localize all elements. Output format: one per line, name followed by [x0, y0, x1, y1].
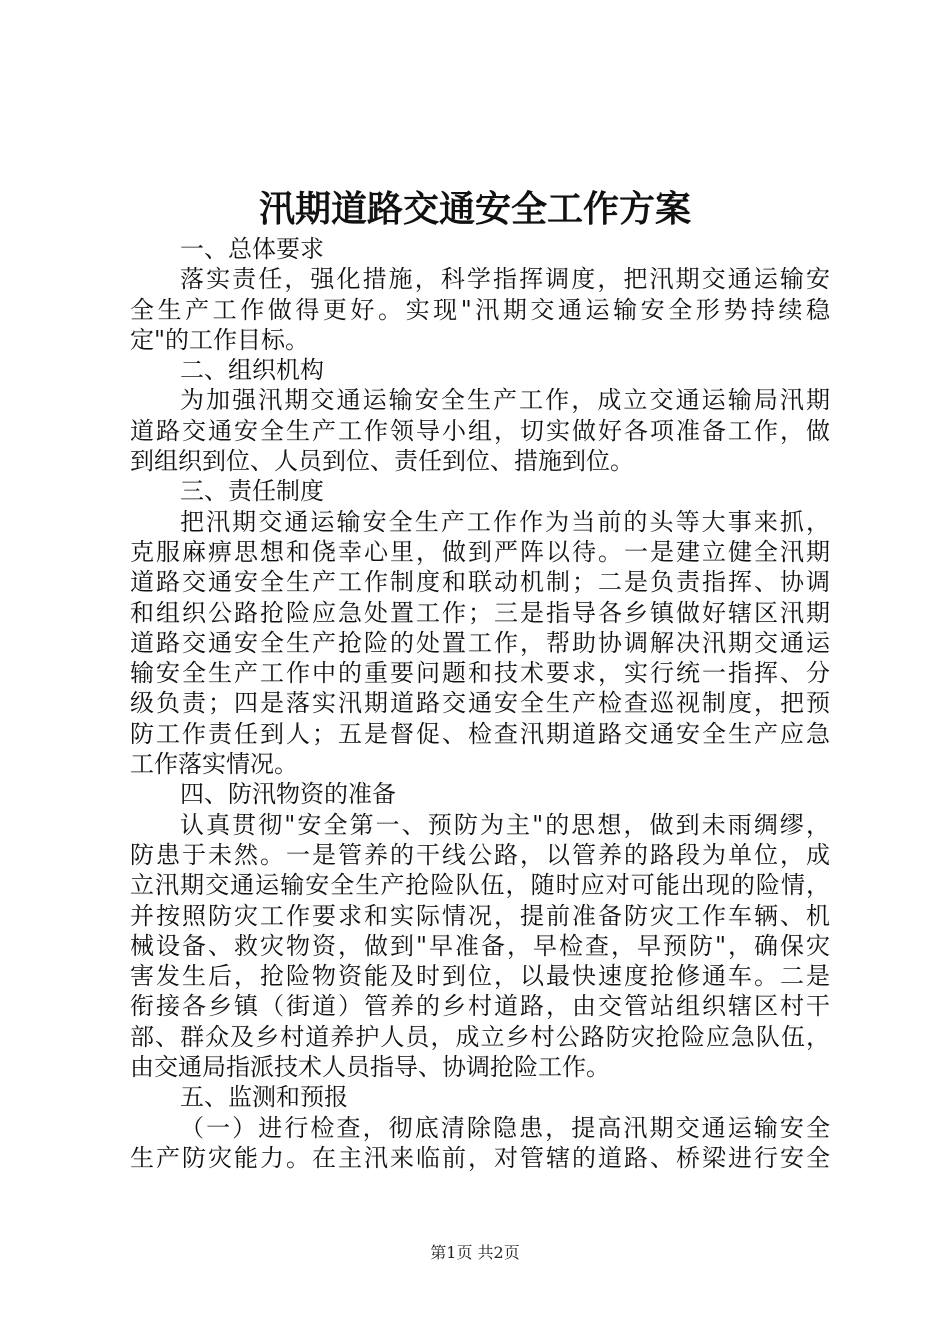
text-line: 防患于未然。一是管养的干线公路，以管养的路段为单位，成 — [130, 840, 830, 869]
text-line: 工作落实情况。 — [130, 750, 298, 779]
text-line: 二、组织机构 — [180, 356, 324, 385]
text-line: 把汛期交通运输安全生产工作作为当前的头等大事来抓， — [180, 507, 830, 536]
text-line: 道路交通安全生产工作领导小组，切实做好各项准备工作，做 — [130, 416, 830, 445]
text-line: 一、总体要求 — [180, 235, 324, 263]
text-line: 道路交通安全生产抢险的处置工作，帮助协调解决汛期交通运 — [130, 628, 830, 657]
text-line: 落实责任，强化措施，科学指挥调度，把汛期交通运输安 — [180, 265, 830, 294]
page-footer: 第1页 共2页 — [430, 1243, 520, 1262]
document-title: 汛期道路交通安全工作方案 — [258, 188, 691, 230]
text-line: 三、责任制度 — [180, 477, 324, 506]
text-line: 道路交通安全生产工作制度和联动机制；二是负责指挥、协调 — [130, 568, 830, 597]
text-line: 四、防汛物资的准备 — [180, 780, 396, 809]
text-line: 和组织公路抢险应急处置工作；三是指导各乡镇做好辖区汛期 — [130, 598, 830, 627]
text-line: 认真贯彻"安全第一、预防为主"的思想，做到未雨绸缪， — [180, 810, 830, 839]
text-line: 级负责；四是落实汛期道路交通安全生产检查巡视制度，把预 — [130, 689, 830, 718]
document-body — [130, 234, 830, 1173]
text-line: 部、群众及乡村道养护人员，成立乡村公路防灾抢险应急队伍， — [130, 1022, 830, 1051]
text-line: （一）进行检查，彻底清除隐患，提高汛期交通运输安全 — [180, 1113, 830, 1142]
text-line: 防工作责任到人；五是督促、检查汛期道路交通安全生产应急 — [130, 719, 830, 748]
text-line: 克服麻痹思想和侥幸心里，做到严阵以待。一是建立健全汛期 — [130, 537, 830, 566]
text-line: 并按照防灾工作要求和实际情况，提前准备防灾工作车辆、机 — [130, 901, 830, 930]
text-line: 由交通局指派技术人员指导、协调抢险工作。 — [130, 1053, 610, 1082]
text-line: 五、监测和预报 — [180, 1083, 348, 1112]
text-line: 定"的工作目标。 — [130, 325, 310, 354]
text-line: 害发生后，抢险物资能及时到位，以最快速度抢修通车。二是 — [130, 962, 830, 991]
text-line: 全生产工作做得更好。实现"汛期交通运输安全形势持续稳 — [130, 295, 830, 324]
text-line: 输安全生产工作中的重要问题和技术要求，实行统一指挥、分 — [130, 659, 830, 688]
text-line: 生产防灾能力。在主汛来临前，对管辖的道路、桥梁进行安全 — [130, 1143, 830, 1172]
text-line: 械设备、救灾物资，做到"早准备，早检查，早预防"，确保灾 — [130, 931, 830, 960]
text-line: 为加强汛期交通运输安全生产工作，成立交通运输局汛期 — [180, 386, 830, 415]
text-line: 立汛期交通运输安全生产抢险队伍，随时应对可能出现的险情， — [130, 871, 830, 900]
text-line: 衔接各乡镇（街道）管养的乡村道路，由交管站组织辖区村干 — [130, 992, 830, 1021]
text-line: 到组织到位、人员到位、责任到位、措施到位。 — [130, 447, 634, 476]
